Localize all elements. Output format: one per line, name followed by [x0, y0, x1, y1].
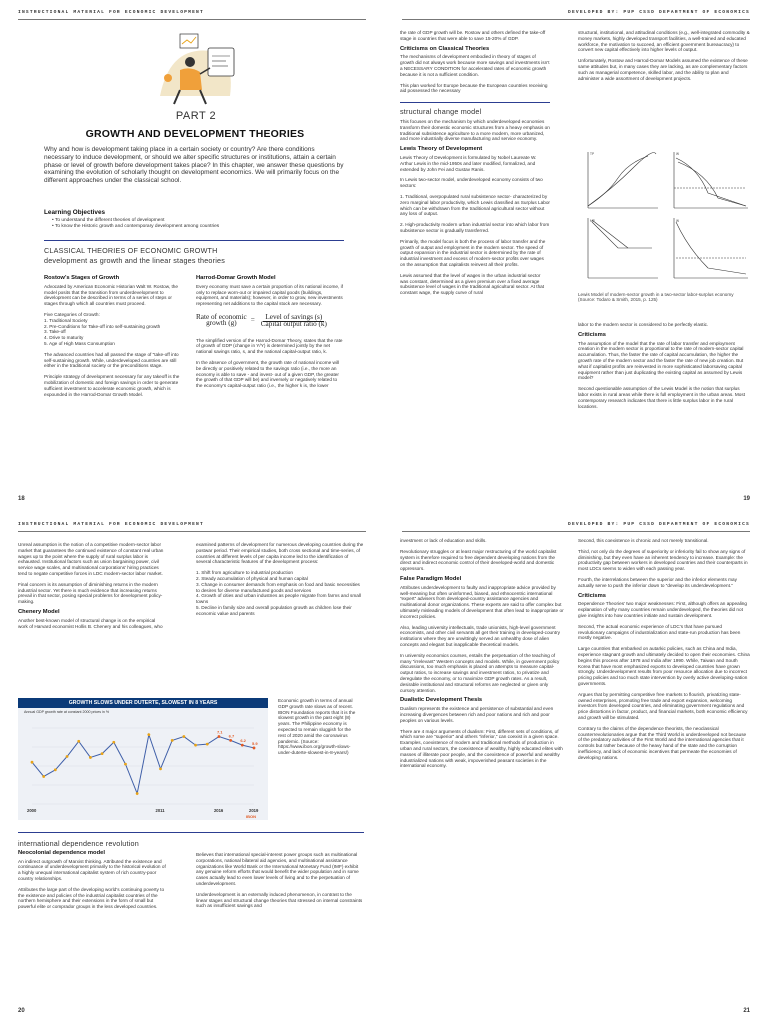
neocolonial-paragraph-2: Attributes the large part of the developing world’s continuing poverty to the existence and policies of the industrial capitalist countries of the northern hemisphere and their extensions in the form of small but powerful elite or comprador groups in the less developed countries. — [18, 886, 165, 910]
gdp-point — [89, 756, 92, 759]
p21-column-left — [400, 538, 564, 774]
header-rule — [18, 531, 366, 532]
false-paradigm-paragraph-1: Attributes underdevelopment to faulty and inappropriate advice provided by well-meaning but often uninformed, biased, and ethnocentric international “expert” advisers from developed-country assistance agencies and multinational donor organizations. These experts are said to offer complex but ultimately misleading models of development that often lead to inappropriate or incorrect policies. — [400, 584, 564, 619]
p19-column-left — [400, 30, 550, 301]
dualistic-paragraph-1: Dualism represents the existence and persistence of substantial and even increasing divergences between rich and poor nations and rich and poor peoples on various levels. — [400, 706, 554, 723]
gdp-point — [182, 735, 185, 738]
chart-plot — [18, 720, 268, 820]
rostow-list-title: Five Categories of Growth: — [44, 311, 100, 317]
p21-right-paragraph-6: Large countries that embarked on autarkic policies, such as China and India, experience stagnant growth and ultimately decided to open their economies. China begins this process after 1978 and India after 1990. While, Taiwan and South Korea that have most emphasized exports to developed countries have grown strongly. Underdevelopment results from poor resource allocation due to incorrect pricing policies and too much state intervention by overly active developing-nation governments. — [578, 646, 750, 686]
p20-right-paragraph-3: Underdevelopment is an externally induced phenomenon, in contrast to the linear stages and structural change theories that stressed on internal constraints such as insufficient savings and — [196, 891, 363, 909]
p21-paragraph-2: Revolutionary struggles or at least major restructuring of the world capitalist system is therefore required to free dependent developing nations from the direct and indirect economic control of their developed-world and domestic oppressors. — [400, 548, 557, 572]
page-number: 19 — [743, 496, 750, 502]
x-tick-label: 2016 — [213, 808, 224, 813]
gdp-point — [241, 744, 244, 747]
p20-paragraph-2: Final concern is its assumption of diminishing returns in the modern industrial sector. Yet there is much evidence that increasing returns prevail in that sector, posing special problems for development policy-making. — [18, 581, 163, 605]
list-item: 4. Drive to maturity — [44, 335, 84, 341]
harrod-paragraph-2: The simplified version of the Harrod-Domar Theory, states that the rate of growth of GDP (change in Y/Y) is determined jointly by the net national savings ratio, s, and the national capital-output ratio, k. — [196, 337, 343, 355]
p21-right-paragraph-4: Dependence Theories’ two major weaknesses: First, although offers an appealing explanation of why many countries remain underdeveloped, the theories did not give insights into how countries initiate and sustain development. — [578, 601, 748, 618]
formula-numerator: Level of savings (s) — [265, 312, 323, 321]
gdp-point — [42, 775, 45, 778]
section-divider — [44, 240, 344, 241]
figure-caption: Lewis Model of modern-sector growth in a two-sector labor-surplus economy (Source: Todaro & Smith, 2015, p. 125) — [578, 292, 734, 303]
harrod-paragraph-3: In the absence of government, the growth rate of national income will be directly or positively related to the savings ratio (i.e., the more an economy is able to save - and invest- out of a given GDP, the greater the growth of that GDP will be) and inversely or negatively related to the economy’s capital-output ratio (i.e., the higher k is, the lower — [196, 359, 340, 389]
page-header-right: DEVELOPED BY: PUP CSSD DEPARTMENT OF ECONOMICS — [567, 10, 750, 15]
lewis-title: Lewis Theory of Development — [400, 146, 483, 153]
page-header-left: INSTRUCTIONAL MATERIAL FOR ECONOMIC DEVELOPMENT — [18, 522, 204, 527]
gdp-data-label: 5.9 — [252, 740, 258, 746]
page-header-right: DEVELOPED BY: PUP CSSD DEPARTMENT OF ECONOMICS — [567, 522, 750, 527]
p19-right-paragraph-3: labor to the modern sector is considered to be perfectly elastic. — [578, 322, 709, 327]
section-divider — [400, 102, 550, 103]
header-rule — [402, 19, 750, 20]
neocolonial-paragraph-1: An indirect outgrowth of Marxist thinking. Attributed the existence and continuance of underdevelopment primarily to the historical evolution of a highly unequal international capitalist system of rich country-poor country relationships. — [18, 858, 166, 881]
x-tick-label: 2011 — [155, 808, 165, 813]
lewis-paragraph-3: 1. Traditional, overpopulated rural subsistence sector- characterized by zero marginal labor productivity, which Lewis classified as Surplus Labor which can be withdrawn from the traditional agricultural sector without any loss of output. — [400, 193, 550, 217]
p21-paragraph-1: investment or lack of education and skills. — [400, 538, 487, 543]
dualistic-title: Dualistic Development Thesis — [400, 697, 483, 704]
x-tick-label: 2019 — [249, 808, 259, 813]
lewis-paragraph-2: In Lewis two-sector model, underdeveloped economy consists of two sectors: — [400, 177, 543, 189]
rostow-paragraph-3: Principle strategy of development necessary for any takeoff is the mobilization of domestic and foreign savings in order to generate sufficient investment to accelerate economic growth, which is expounded in the Harrod-Domar Growth Model. — [44, 374, 180, 397]
p19-right-paragraph-1: structural, institutional, and attitudinal conditions (e.g., well-integrated commodity & money markets, highly developed transport facilities, a well-trained and educated workforce, the motivation to succeed, an efficient government bureaucracy) to convert new capital effectively into higher levels of output. — [578, 30, 750, 53]
svg-text:TP: TP — [590, 152, 595, 156]
rostow-paragraph-2: The advanced countries had all passed the stage of “take-off into self-sustaining growth. While, underdeveloped countries are still either in the traditional society or the preconditions stage. — [44, 351, 179, 369]
p21-right-paragraph-3: Fourth, the interrelations between the superior and the inferior elements may actually serve to push the inferior down to “develop its underdevelopment.” — [578, 576, 737, 588]
gdp-point — [77, 740, 80, 743]
lewis-model-figure — [578, 148, 754, 290]
false-paradigm-title: False Paradigm Model — [400, 575, 462, 582]
chapter-intro: Why and how is development taking place in a certain society or country? Are there conditions necessary to induce development, or should we alter specific structures or institutions, attain a certain phase or level of growth before development takes place? In this chapter, we answer these questions by examining the evolution of scholarly thought on development economics. We will primarily focus on the different approaches under the classical school. — [44, 146, 344, 185]
page-header-left: INSTRUCTIONAL MATERIAL FOR ECONOMIC DEVELOPMENT — [18, 10, 204, 15]
p21-right-paragraph-2: Third, not only do the degrees of superiority or inferiority fail to show any signs of diminishing, but they even have an inherent tendency to increase. Example: the productivity gap between workers in developed countries and their counterparts in most LDCs seems to widen with each passing year. — [578, 548, 748, 572]
chenery-paragraph-1: Another best-known model of structural change is on the empirical work of Harvard economist Hollis B. Chenery and his colleagues, who — [18, 617, 163, 629]
gdp-data-label: 6.2 — [240, 738, 246, 744]
harrod-title: Harrod-Domar Growth Model — [196, 275, 276, 281]
chart-subtitle: Annual GDP growth rate at constant 2000 prices in % — [24, 710, 110, 714]
p18-column-left — [44, 274, 184, 402]
gdp-point — [66, 755, 69, 758]
p19-right-paragraph-2: Unfortunately, Rostow and Harrod-Domar Models assumed the existence of these same attitudes but, in many cases they are lacking, as are complementary factors such as managerial competence, skilled labor, and the ability to plan and administer a wide assortment of development projects. — [578, 58, 748, 81]
p20-right-paragraph-1: examined patterns of development for numerous developing countries during the postwar period. Their empirical studies, both cross sectional and time-series, of countries at different levels of per capita income led to the identification of several characteristic features of the development process: — [196, 542, 364, 565]
header-rule — [402, 531, 750, 532]
lewis-paragraph-6: Lewis assumed that the level of wages in the urban industrial sector was constant, determined as a given premium over a fixed average subsistence level of wages in the traditional agricultural sector. At that constant wage, the supply curve of rural — [400, 272, 545, 296]
gdp-point — [194, 744, 197, 747]
p20-right-paragraph-2: Believes that international special-interest power groups such as multinational corporations, national bilateral aid agencies, and multinational assistance organizations like World Bank or the International Monetary Fund (IMF) exhibit any genuine reform efforts that would benefit the wider population and in some cases actually lead to even lower levels of living and to the perpetuation of underdevelopment. — [196, 852, 359, 886]
structural-paragraph: This focuses on the mechanism by which underdeveloped economies transform their domestic economic structures from a heavy emphasis on traditional subsistence agriculture to a more modern, more urbanized, and more industrially diverse manufacturing and service economy. — [400, 118, 550, 142]
p20-paragraph-1: Unreal assumption is the notion of a competitive modern-sector labor market that guarantees the continued existence of constant real urban wages up to the point where the supply of rural surplus labor is exhausted. Institutional factors such as union bargaining power, civil service wage scales, and multinational corporations’ hiring practices tend to negate competitive forces in LDC modern-sector labor market. — [18, 542, 164, 576]
list-item: 3. Change in consumer demands from emphasis on food and basic necessities to desires for diverse manufactured goods and services — [196, 581, 360, 593]
gdp-point — [171, 739, 174, 742]
svg-text:W: W — [676, 219, 680, 223]
p21-column-right — [578, 538, 750, 766]
gdp-point — [206, 743, 209, 746]
chart-side-note: Economic growth in terms of annual GDP growth rate slows as of recent. IBON Foundation reports that it is the slowest growth in the past eight (8) years. The Philippine economy is expected to remain sluggish for the rest of 2020 amid the coronavirus pandemic. (Source: https://www.ibon.org/growth-slows-under-duterte-slowest-in-8-years/) — [278, 698, 356, 756]
p19-paragraph-1: the rate of GDP growth will be. Rostow and others defined the take-off stage in countries that were able to save 15-20% of GDP. — [400, 30, 546, 41]
objective-1: • To understand the different theories of development — [52, 218, 165, 223]
page-number: 18 — [18, 496, 25, 502]
harrod-domar-formula — [196, 312, 344, 328]
gdp-point — [253, 747, 256, 750]
list-item: 1. Traditional Society — [44, 317, 88, 323]
gdp-series-line — [32, 735, 254, 794]
page-21 — [384, 512, 768, 1024]
chart-title: GROWTH SLOWS UNDER DUTERTE, SLOWEST IN 8 YEARS — [18, 698, 268, 708]
gdp-point — [159, 767, 162, 770]
rostow-title: Rostow’s Stages of Growth — [44, 275, 120, 281]
formula-denominator: Capital output ratio (k) — [260, 319, 327, 328]
p20-column-right — [196, 542, 364, 617]
section-divider — [18, 832, 364, 833]
gdp-point — [124, 763, 127, 766]
svg-text:W: W — [676, 152, 680, 156]
section-subheading-classical: development as growth and the linear stages theories — [44, 256, 226, 265]
gdp-point — [31, 761, 34, 764]
p19-criticism-1: The mechanisms of development embodied in theory of stages of growth did not always work because more savings and investments isn’t a NECESSARY CONDITION for accelerated rates of economic growth because it is not a sufficient condition. — [400, 54, 550, 77]
header-rule — [18, 19, 366, 20]
p21-right-paragraph-8: Contrary to the claims of the dependence theorists, the neoclassical counterrevolutionaries argue that the Third World is underdeveloped not because of the predatory activities of the First World and the international agencies that it controls but rather because of the heavy hand of the state and the corruption inefficiency, and lack of economic incentives that permeate the economies of developing nations. — [578, 725, 747, 760]
p21-right-paragraph-7: Argues that by permitting competitive free markets to flourish, privatizing state-owned enterprises, promoting free trade and export expansion, welcoming investors from developed countries, and eliminating government regulations and price distortions in factor, product, and financial markets, both economic efficiency and growth will be stimulated. — [578, 691, 748, 720]
false-paradigm-paragraph-2: Also, leading university intellectuals, trade unionists, high-level government economists, and other civil servants all get their training in developed-country institutions where they are unwittingly served an unhealthy dose of alien concepts and elegant but inapplicable theoretical models. — [400, 624, 560, 647]
lewis-criticism-1: The assumption of the model that the rate of labor transfer and employment creation in the modern sector is proportional to the rate of modern-sector capital accumulation. Thus, the faster the rate of capital accumulation, the higher the growth rate of the modern sector and the faster the rate of new job creation. But what if capitalist profits are reinvested in more sophisticated laborsaving capital equipment rather than just duplicating the existing capital as assumed by Lewis model? — [578, 340, 744, 381]
chart-source-label: IBON — [246, 814, 256, 819]
formula-left-1: Rate of economic — [196, 313, 247, 322]
svg-text:MP: MP — [590, 219, 595, 223]
p20-lower-right — [196, 852, 364, 914]
list-item: 5. Age of High Mass Consumption — [44, 340, 115, 346]
p20-column-left — [18, 542, 166, 634]
gdp-point — [54, 768, 57, 771]
list-item: 3. Take-off — [44, 329, 66, 335]
p21-right-paragraph-1: Second, this coexistence is chronic and not merely transitional. — [578, 538, 709, 543]
list-item: 5. Decline in family size and overall population growth as children lose their economic value and parents — [196, 604, 352, 616]
x-tick-label: 2000 — [27, 808, 37, 813]
gdp-point — [112, 741, 115, 744]
list-item: 2. Steady accumulation of physical and human capital — [196, 575, 308, 581]
gdp-point — [218, 735, 221, 738]
lewis-paragraph-5: Primarily, the model focus is both the process of labor transfer and the growth of output and employment in the modern sector. The speed of output expansion in the industrial sector is determined by the rate of industrial investment and excess of modern-sector profits over wages on the assumption that capitalists reinvest all their profits. — [400, 238, 546, 267]
page-number: 21 — [743, 1008, 750, 1014]
page-19 — [384, 0, 768, 512]
formula-equals: = — [250, 316, 255, 325]
rostow-paragraph-1: Advocated by American Economic Historian Walt W. Rostow, the model posits that the transition from underdevelopment to development can be described in terms of a series of steps or stages through which all countries must proceed. — [44, 283, 178, 307]
part-illustration — [150, 26, 246, 108]
list-item: 4. Growth of cities and urban industries as people migrate from farms and small towns — [196, 593, 361, 605]
section-heading-dependence: international dependence revolution — [18, 839, 139, 848]
criticisms-lewis-title: Criticisms — [578, 331, 607, 338]
p21-right-paragraph-5: Second, The actual economic experience of LDC’s that have pursued revolutionary campaigns of industrialization and state-run production has been mostly negative. — [578, 623, 741, 641]
chapter-title: GROWTH AND DEVELOPMENT THEORIES — [85, 128, 305, 140]
gdp-data-label: 6.7 — [228, 733, 235, 739]
page-20 — [0, 512, 384, 1024]
list-item: 2. Pre-Conditions for Take-off into self-sustaining growth — [44, 323, 161, 329]
list-item: 1. Shift from agriculture to industrial production — [196, 570, 293, 576]
harrod-paragraph-1: Every economy must save a certain proportion of its national income, if only to replace worn-out or impaired capital goods (buildings, equipment, and materials); however, in order to grow, new investments representing net additions to the capital stock are necessary. — [196, 283, 343, 307]
dualistic-paragraph-2: There are 4 major arguments of dualism: First, different sets of conditions, of which some are “superior” and others “inferior,” can coexist in a given space. Examples, coexistence of modern and traditional methods of production in urban and rural sectors, the coexistence of wealthy, highly educated elites with masses of illiterate poor people, and the coexistence of powerful and wealthy industrialized nations with weak, impoverished peasant societies in the international economy. — [400, 728, 563, 769]
p20-lower-left — [18, 838, 166, 915]
gdp-point — [136, 792, 139, 795]
p19-column-right-lower — [578, 322, 750, 414]
p19-column-right — [578, 30, 750, 86]
part-label: PART 2 — [175, 110, 217, 122]
rostow-list — [44, 318, 184, 347]
section-heading-structural: structural change model — [400, 107, 482, 117]
false-paradigm-paragraph-3: In university economics courses, entails the perpetuation of the teaching of many “irrelevant” Western concepts and models. While, in government policy discussions, too much emphasis is placed on attempts to measure capital-output ratios, to increase savings and investment ratios, to privatize and deregulate the economy, or to maximize GDP growth rates. As a result, desirable institutional and structural reforms are neglected or given only cursory attention. — [400, 652, 560, 693]
criticisms-dependence-title: Criticisms — [578, 592, 607, 599]
lewis-paragraph-1: Lewis Theory of Development is formulated by Nobel Laureate W. Arthur Lewis in the mid-1950s and later modified, formalized, and extended by John Fei and Gustav Ranis. — [400, 154, 537, 172]
gdp-point — [101, 752, 104, 755]
chenery-list — [196, 570, 364, 616]
section-heading-classical: CLASSICAL THEORIES OF ECONOMIC GROWTH — [44, 246, 218, 255]
p19-criticism-2: This plan worked for Europe because the European countries receiving aid possessed the necessary — [400, 82, 548, 94]
neocolonial-title: Neocolonial dependence model — [18, 849, 105, 856]
lewis-paragraph-4: 2. High-productivity modern urban industrial sector into which labor from subsistence sector is gradually transferred. — [400, 222, 550, 233]
gdp-point — [147, 733, 150, 736]
page-18 — [0, 0, 384, 512]
objective-2: • To know the Historic growth and contemporary development among countries — [52, 223, 220, 229]
objectives-title: Learning Objectives — [44, 209, 106, 216]
p18-column-right — [196, 274, 344, 394]
lewis-criticism-2: Second questionable assumption of the Lewis Model is the notion that surplus labor exists in rural areas while there is full employment in the urban areas. Most contemporary research indicates that there is little surplus labor in the rural locations. — [578, 386, 746, 409]
formula-left-2: growth (g) — [206, 319, 237, 328]
criticisms-classical-title: Criticisms on Classical Theories — [400, 45, 490, 52]
gdp-point — [229, 739, 232, 742]
page-number: 20 — [18, 1008, 25, 1014]
chenery-title: Chenery Model — [18, 608, 60, 615]
gdp-chart — [18, 698, 268, 820]
gdp-data-label: 7.1 — [216, 729, 223, 735]
